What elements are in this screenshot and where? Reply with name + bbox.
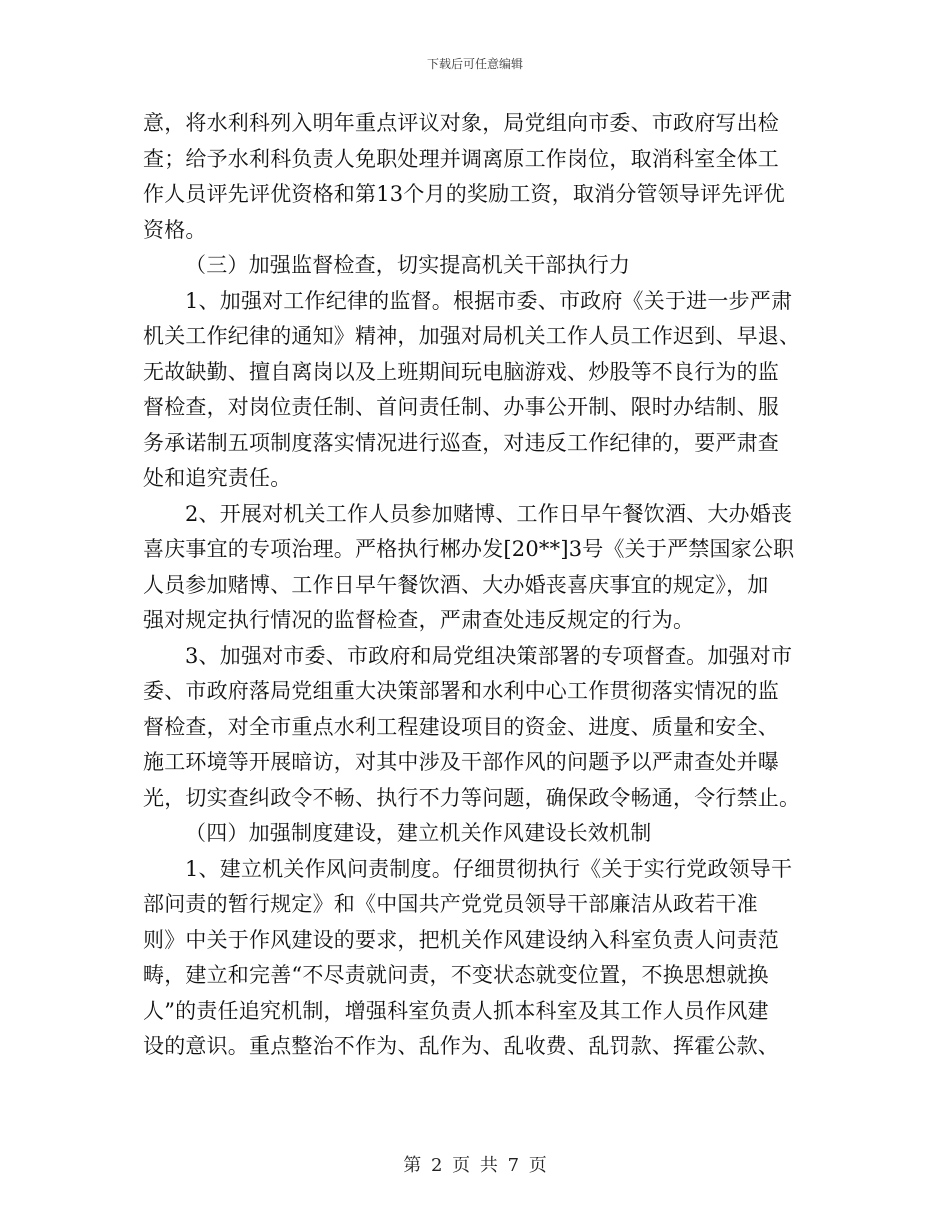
text-line: 无故缺勤、擅自离岗以及上班期间玩电脑游戏、炒股等不良行为的监 (143, 359, 779, 384)
text-line: 1、加强对工作纪律的监督。根据市委、市政府《关于进一步严肃 (185, 288, 793, 313)
text-line: 部问责的暂行规定》和《中国共产党党员领导干部廉洁从政若干准 (143, 892, 758, 916)
text-line: 则》中关于作风建设的要求，把机关作风建设纳入科室负责人问责范 (143, 927, 779, 952)
text-line: 3、加强对市委、市政府和局党组决策部署的专项督查。加强对市 (185, 643, 793, 668)
text-line: 处和追究责任。 (143, 466, 292, 490)
text-line: （四）加强制度建设，建立机关作风建设长效机制 (185, 821, 652, 845)
text-line: 督检查，对岗位责任制、首问责任制、办事公开制、限时办结制、服 (143, 395, 779, 419)
text-line: 查；给予水利科负责人免职处理并调离原工作岗位，取消科室全体工 (143, 146, 779, 171)
text-line: 人”的责任追究机制，增强科室负责人抓本科室及其工作人员作风建 (143, 998, 769, 1023)
document-body (143, 106, 813, 1065)
text-line: 督检查，对全市重点水利工程建设项目的资金、进度、质量和安全、 (143, 714, 779, 739)
page-header: 下载后可任意编辑 (426, 57, 523, 71)
text-line: 委、市政府落局党组重大决策部署和水利中心工作贯彻落实情况的监 (143, 679, 779, 703)
text-line: 意，将水利科列入明年重点评议对象，局党组向市委、市政府写出检 (143, 111, 779, 135)
text-line: 设的意识。重点整治不作为、乱作为、乱收费、乱罚款、挥霍公款、 (143, 1034, 779, 1058)
text-line: 强对规定执行情况的监督检查，严肃查处违反规定的行为。 (143, 608, 695, 632)
text-line: 喜庆事宜的专项治理。严格执行郴办发[20**]3号《关于严禁国家公职 (143, 537, 795, 561)
text-line: 施工环境等开展暗访，对其中涉及干部作风的问题予以严肃查处并曝 (143, 750, 779, 774)
text-line: （三）加强监督检查，切实提高机关干部执行力 (185, 253, 631, 277)
text-line: 畴，建立和完善“不尽责就问责，不变状态就变位置，不换思想就换 (143, 963, 769, 987)
text-line: 人员参加赌博、工作日早午餐饮酒、大办婚丧喜庆事宜的规定》，加 (143, 572, 769, 597)
text-line: 光，切实查纠政令不畅、执行不力等问题，确保政令畅通，令行禁止。 (143, 785, 801, 810)
text-line: 2、开展对机关工作人员参加赌博、工作日早午餐饮酒、大办婚丧 (185, 501, 793, 526)
text-line: 资格。 (143, 217, 207, 242)
text-line: 1、建立机关作风问责制度。仔细贯彻执行《关于实行党政领导干 (185, 856, 793, 881)
page-number: 第 2 页 共 7 页 (403, 1155, 547, 1176)
text-line: 务承诺制五项制度落实情况进行巡查，对违反工作纪律的，要严肃查 (143, 430, 779, 455)
text-line: 作人员评先评优资格和第13个月的奖励工资，取消分管领导评先评优 (143, 182, 785, 206)
text-line: 机关工作纪律的通知》精神，加强对局机关工作人员工作迟到、早退、 (143, 324, 801, 348)
